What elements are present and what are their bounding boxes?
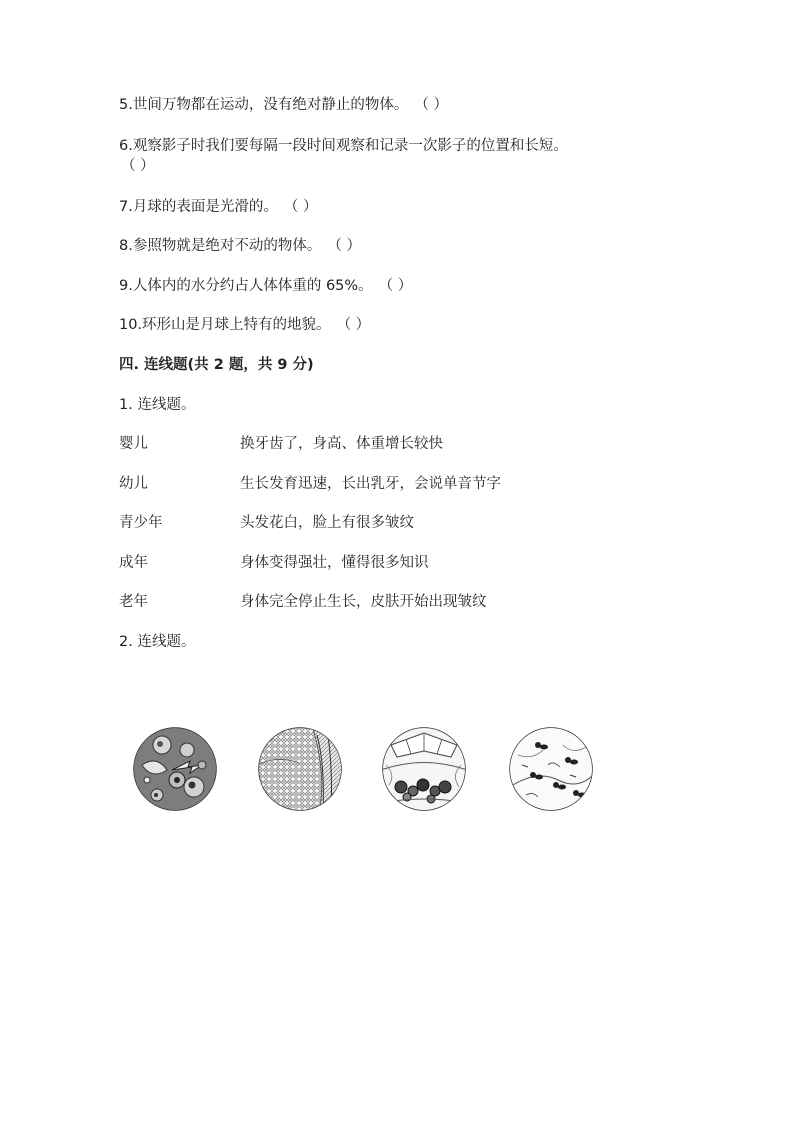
section-4-heading: 四. 连线题(共 2 题，共 9 分) xyxy=(119,357,314,373)
question-8 xyxy=(119,236,361,256)
question-6 xyxy=(119,136,568,156)
question-10-text: 10.环形山是月球上特有的地貌。 xyxy=(119,317,331,333)
answer-blank-6[interactable]: （ ） xyxy=(121,158,155,174)
match-right-1[interactable]: 生长发育迅速，长出乳牙，会说单音节字 xyxy=(240,476,501,492)
question-6-paren-line xyxy=(121,156,155,176)
answer-blank-8[interactable]: （ ） xyxy=(327,238,361,254)
circle-image-1[interactable] xyxy=(132,725,218,813)
match-right-2[interactable]: 头发花白，脸上有很多皱纹 xyxy=(240,515,414,531)
match-right-0[interactable]: 换牙齿了，身高、体重增长较快 xyxy=(240,436,443,452)
answer-blank-9[interactable]: （ ） xyxy=(378,278,413,294)
question-5 xyxy=(119,95,448,115)
match-left-2[interactable]: 青少年 xyxy=(119,515,163,531)
question-7 xyxy=(119,197,317,217)
question-9-text: 9.人体内的水分约占人体体重的 65%。 xyxy=(119,278,373,294)
circle-image-2[interactable] xyxy=(257,725,343,813)
match-left-4[interactable]: 老年 xyxy=(119,594,148,610)
question-8-text: 8.参照物就是绝对不动的物体。 xyxy=(119,238,322,254)
circle-image-4[interactable] xyxy=(508,725,594,813)
question-9 xyxy=(119,276,412,296)
match-left-1[interactable]: 幼儿 xyxy=(119,476,148,492)
match-right-3[interactable]: 身体变得强壮，懂得很多知识 xyxy=(240,555,429,571)
question-6-text: 6.观察影子时我们要每隔一段时间观察和记录一次影子的位置和长短。 xyxy=(119,138,568,154)
circle-image-3[interactable] xyxy=(381,725,467,813)
q1-title: 1. 连线题。 xyxy=(119,397,196,413)
answer-blank-7[interactable]: （ ） xyxy=(283,199,318,215)
question-10 xyxy=(119,315,370,335)
question-7-text: 7.月球的表面是光滑的。 xyxy=(119,199,278,215)
match-left-3[interactable]: 成年 xyxy=(119,555,148,571)
answer-blank-5[interactable]: （ ） xyxy=(414,97,448,113)
match-right-4[interactable]: 身体完全停止生长，皮肤开始出现皱纹 xyxy=(240,594,487,610)
q2-title: 2. 连线题。 xyxy=(119,634,196,650)
match-left-0[interactable]: 婴儿 xyxy=(119,436,148,452)
answer-blank-10[interactable]: （ ） xyxy=(336,317,371,333)
question-5-text: 5.世间万物都在运动，没有绝对静止的物体。 xyxy=(119,97,409,113)
